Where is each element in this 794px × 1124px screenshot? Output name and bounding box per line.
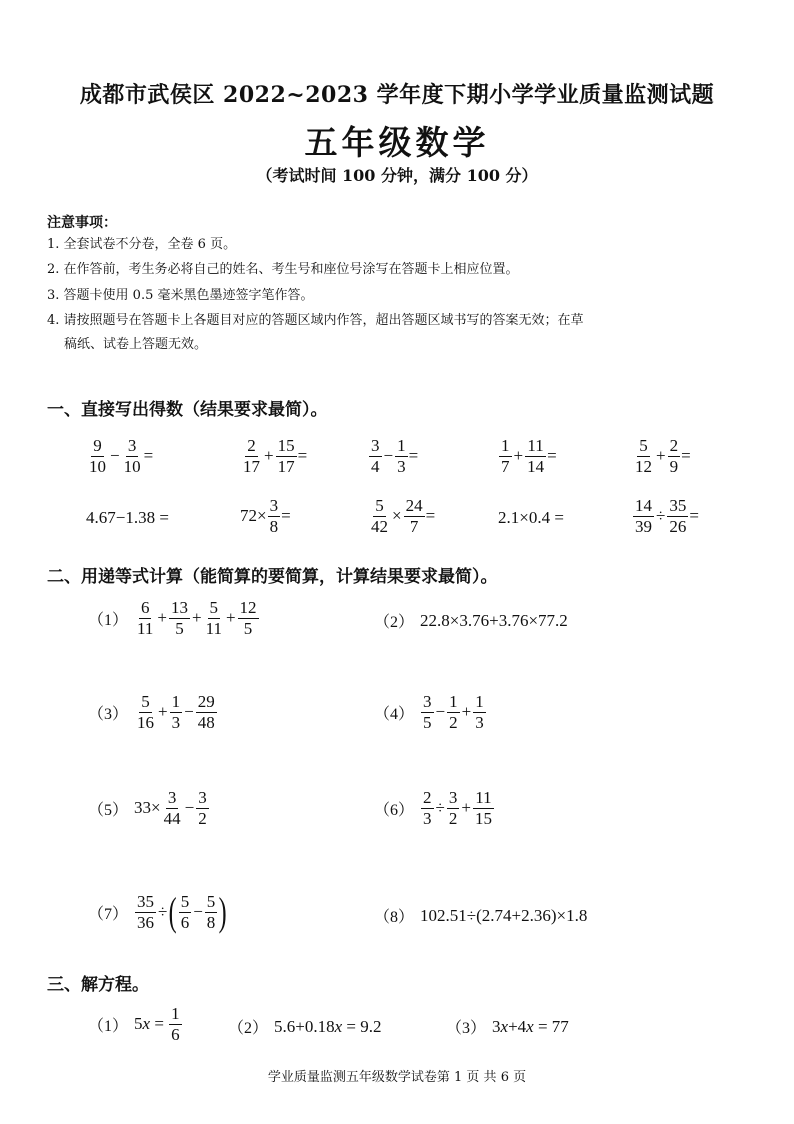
notice-item-3: 3. 答题卡使用 0.5 毫米黑色墨迹签字笔作答。 <box>47 288 314 303</box>
notice-item-2: 2. 在作答前，考生务必将自己的姓名、考生号和座位号涂写在答题卡上相应位置。 <box>47 262 519 277</box>
calc-problem-3: （3） $\frac{5}{16}$ + $\frac{1}{3}$ − $\frac{29}{48}$ <box>88 692 215 732</box>
oral-problem-2: $\frac{2}{17}$ + $\frac{15}{17}$ = <box>243 436 308 476</box>
oral-problem-7: 72× $\frac{3}{8}$ = <box>240 496 291 536</box>
oral-problem-1: $\frac{9}{10}$ − $\frac{3}{10}$ = <box>89 436 154 476</box>
calc-problem-1: （1） $\frac{6}{11}$ + $\frac{13}{5}$ + $\frac{5}{11}$ + $\frac{12}{5}$ <box>88 598 257 638</box>
exam-title-line1: 成都市武侯区 2022~2023 学年度下期小学学业质量监测试题 <box>79 82 715 108</box>
notice-item-4: 4. 请按照题号在答题卡上各题目对应的答题区域内作答，超出答题区域书写的答案无效；在草 <box>47 313 584 328</box>
equation-3: （3） 3 x +4 x = 77 <box>446 1016 569 1037</box>
page-footer: 学业质量监测五年级数学试卷第 1 页 共 6 页 <box>267 1070 527 1085</box>
exam-time-info: （考试时间 100 分钟，满分 100 分） <box>256 166 538 185</box>
oral-problem-10: $\frac{14}{39}$ ÷ $\frac{35}{26}$ = <box>635 496 699 536</box>
calc-problem-6: （6） $\frac{2}{3}$ ÷ $\frac{3}{2}$ + $\frac{11}{15}$ <box>374 788 492 828</box>
exam-subject-title: 五年级数学 <box>304 123 490 162</box>
calc-problem-7: （7） $\frac{35}{36}$ ÷ ( $\frac{5}{6}$ − $\frac{5}{8}$ ) <box>88 889 227 935</box>
equation-1: （1） 5 x = $\frac{1}{6}$ <box>88 1004 180 1044</box>
calc-problem-5: （5） 33× $\frac{3}{44}$ − $\frac{3}{2}$ <box>88 788 207 828</box>
calc-problem-4: （4） $\frac{3}{5}$ − $\frac{1}{2}$ + $\frac{1}{3}$ <box>374 692 484 732</box>
calc-problem-8: （8） 102.51÷(2.74+2.36)×1.8 <box>374 905 588 926</box>
oral-problem-9: 2.1×0.4 = <box>498 508 564 527</box>
notice-item-4-cont: 稿纸、试卷上答题无效。 <box>64 337 208 352</box>
section1-title: 一、直接写出得数（结果要求最简）。 <box>47 400 328 420</box>
oral-problem-5: $\frac{5}{12}$ + $\frac{2}{9}$ = <box>635 436 691 476</box>
notice-item-1: 1. 全套试卷不分卷，全卷 6 页。 <box>47 237 237 252</box>
section2-title: 二、用递等式计算（能简算的要简算，计算结果要求最简）。 <box>47 567 498 587</box>
oral-problem-6: 4.67−1.38 = <box>86 508 169 527</box>
oral-problem-3: $\frac{3}{4}$ − $\frac{1}{3}$ = <box>371 436 419 476</box>
oral-problem-8: $\frac{5}{42}$ × $\frac{24}{7}$ = <box>371 496 436 536</box>
section3-title: 三、解方程。 <box>47 975 149 995</box>
calc-problem-2: （2） 22.8×3.76+3.76×77.2 <box>374 610 568 631</box>
oral-problem-4: $\frac{1}{7}$ + $\frac{11}{14}$ = <box>501 436 557 476</box>
notice-heading: 注意事项： <box>47 215 117 231</box>
equation-2: （2） 5.6+0.18 x = 9.2 <box>228 1016 382 1037</box>
